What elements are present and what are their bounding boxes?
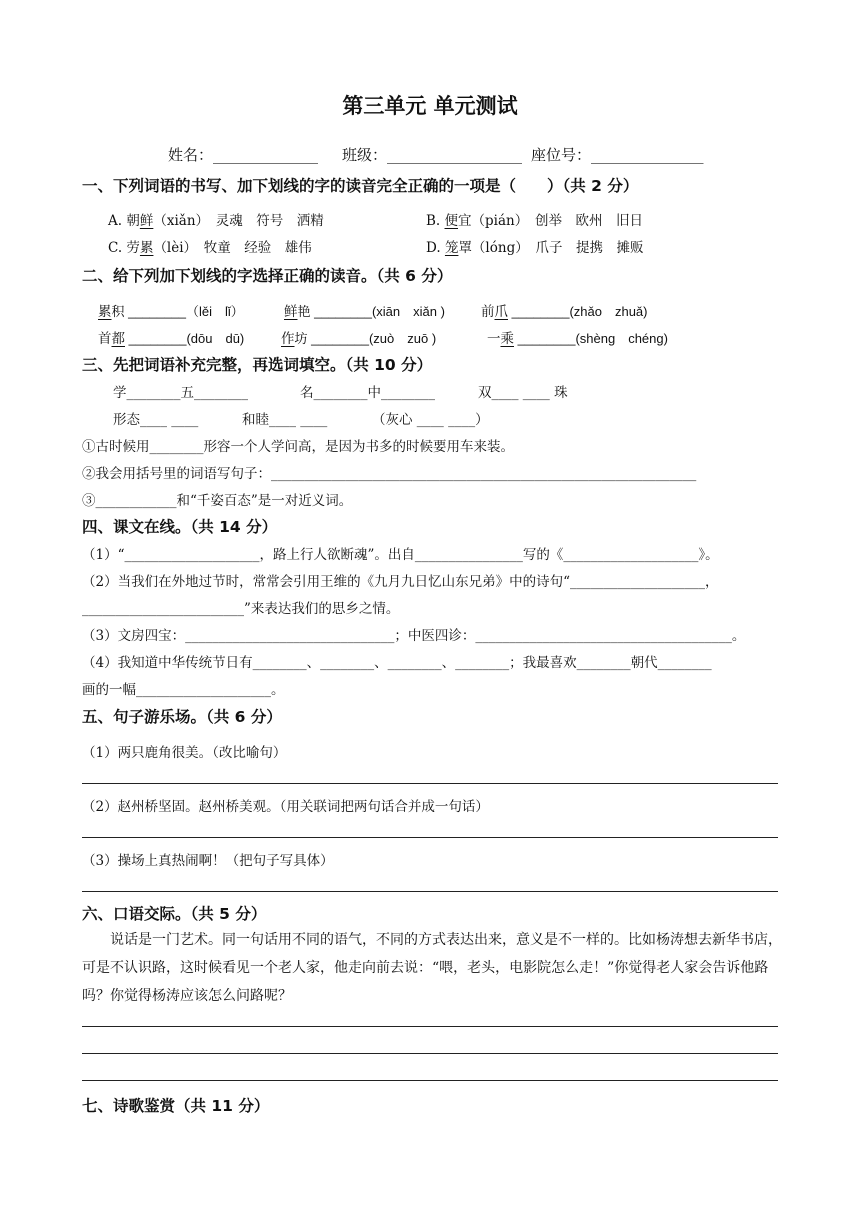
pinyin-options: ________(dōu dū) [125,331,245,346]
answer-line[interactable] [82,783,778,784]
question-line[interactable]: （1）“____________________，路上行人欲断魂”。出自________________写的《____________________》。 [82,547,719,563]
section-7-heading: 七、诗歌鉴赏（共 11 分） [82,1097,270,1115]
word-fill[interactable]: （灰心 ____ ____） [372,412,489,428]
page-title: 第三单元 单元测试 [342,93,518,118]
question-prompt: （2）赵州桥坚固。赵州桥美观。（用关联词把两句话合并成一句话） [82,799,489,815]
word-fill[interactable]: 形态____ ____ [113,412,199,428]
question-line[interactable]: 画的一幅____________________。 [82,682,285,698]
question-prompt: （3）操场上真热闹啊！（把句子写具体） [82,853,334,869]
option-d-pre: D. [426,240,445,256]
answer-line[interactable] [82,1026,778,1027]
pinyin-item[interactable] [98,300,244,320]
pinyin-key: 作 [281,331,295,347]
pinyin-options: ________(zhǎo zhuǎ) [508,304,648,319]
pinyin-item[interactable] [284,300,445,320]
pinyin-options: 坊 ________(zuò zuō ) [294,331,437,346]
question-line[interactable]: ________________________”来表达我们的思乡之情。 [82,601,400,617]
pinyin-key: 爪 [494,304,508,320]
option-b-key: 便 [444,213,459,229]
answer-line[interactable] [82,837,778,838]
pinyin-key: 乘 [500,331,514,347]
pinyin-pre: 一 [487,331,501,347]
option-a[interactable] [108,209,324,229]
option-a-rest: （xiǎn） 灵魂 符号 洒精 [153,213,324,229]
option-d-rest: 罩（lóng） 爪子 提携 摊贩 [458,240,644,256]
option-d[interactable] [426,236,643,256]
question-line[interactable]: ①古时候用________形容一个人学问高，是因为书多的时候要用车来装。 [82,439,514,455]
option-b-rest: 宜（pián） 创举 欧州 旧日 [458,213,643,229]
word-fill[interactable]: 和睦____ ____ [242,412,328,428]
seat-field[interactable]: 座位号：_______________ [531,146,704,164]
pinyin-key: 鲜 [284,304,298,320]
section-3-heading: 三、先把词语补充完整，再选词填空。（共 10 分） [82,356,433,374]
pinyin-item[interactable] [487,327,668,347]
pinyin-key: 都 [111,331,125,347]
question-prompt: （1）两只鹿角很美。（改比喻句） [82,745,287,761]
section-4-heading: 四、课文在线。（共 14 分） [82,518,278,536]
section-6-heading: 六、口语交际。（共 5 分） [82,905,267,923]
option-a-key: 鲜 [139,213,154,229]
pinyin-options: 积 ________（lěi lǐ） [111,304,244,319]
section-5-heading: 五、句子游乐场。（共 6 分） [82,708,282,726]
option-b-pre: B. [426,213,445,229]
pinyin-key: 累 [98,304,112,320]
option-c-key: 累 [139,240,154,256]
question-line[interactable]: ③____________和“千姿百态”是一对近义词。 [82,493,353,509]
answer-line[interactable] [82,1080,778,1081]
answer-line[interactable] [82,891,778,892]
pinyin-options: ________(shèng chéng) [514,331,668,346]
option-a-pre: A. 朝 [108,213,140,229]
section-1-heading: 一、下列词语的书写、加下划线的字的读音完全正确的一项是（ ）（共 2 分） [82,177,639,195]
question-line[interactable]: （4）我知道中华传统节日有________、________、________、________；我最喜欢________朝代________ [82,655,712,671]
pinyin-item[interactable] [98,327,244,347]
pinyin-pre: 前 [481,304,495,320]
pinyin-options: 艳 ________(xiān xiǎn ) [297,304,445,319]
pinyin-item[interactable] [281,327,436,347]
question-line[interactable]: （2）当我们在外地过节时，常常会引用王维的《九月九日忆山东兄弟》中的诗句“____________________， [82,574,719,590]
section-2-heading: 二、给下列加下划线的字选择正确的读音。（共 6 分） [82,267,453,285]
pinyin-pre: 首 [98,331,112,347]
word-fill[interactable]: 名________中________ [300,385,435,401]
question-line[interactable]: （3）文房四宝：_______________________________；中医四诊：______________________________________。 [82,628,746,644]
pinyin-item[interactable] [481,300,648,320]
name-field[interactable]: 姓名：______________ [168,146,319,164]
oral-passage: 说话是一门艺术。同一句话用不同的语气，不同的方式表达出来，意义是不一样的。比如杨涛想去新华书店，可是不认识路，这时候看见一个老人家，他走向前去说：“喂，老头，电影院怎么走！”你觉得老人家会告诉他路吗？你觉得杨涛应该怎么问路呢？ [82,932,782,1004]
option-b[interactable] [426,209,643,229]
question-line[interactable]: ②我会用括号里的词语写句子：_______________________________________________________________ [82,466,697,482]
option-d-key: 笼 [444,240,459,256]
answer-line[interactable] [82,1053,778,1054]
option-c[interactable] [108,236,312,256]
word-fill[interactable]: 学________五________ [113,385,248,401]
option-c-pre: C. 劳 [108,240,140,256]
class-field[interactable]: 班级：__________________ [342,146,523,164]
option-c-rest: （lèi） 牧童 经验 雄伟 [153,240,312,256]
word-fill[interactable]: 双____ ____ 珠 [478,385,568,401]
